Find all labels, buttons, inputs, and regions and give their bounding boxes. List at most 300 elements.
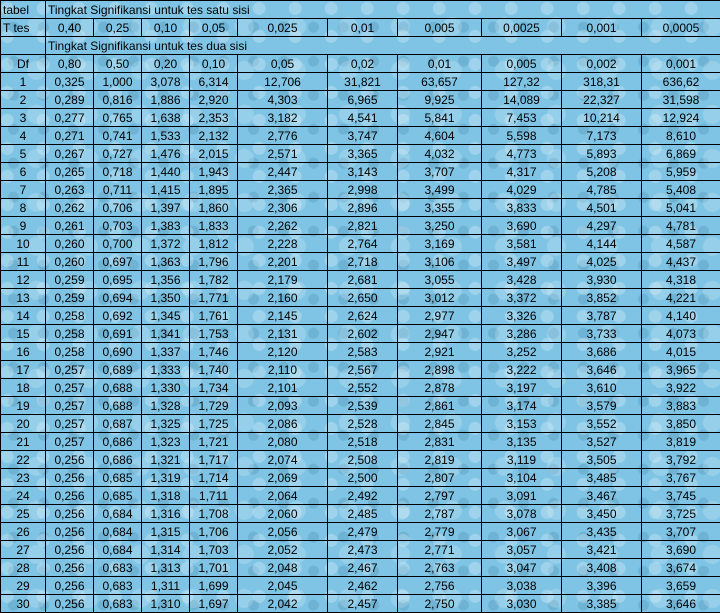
value-cell: 2,120 — [238, 343, 328, 361]
value-cell: 3,396 — [562, 577, 642, 595]
value-cell: 2,492 — [328, 487, 398, 505]
one-tail-level-cell: 0,001 — [562, 19, 642, 37]
value-cell: 2,110 — [238, 361, 328, 379]
table-row — [1, 217, 720, 235]
value-cell: 4,140 — [642, 307, 720, 325]
value-cell: 1,796 — [190, 253, 238, 271]
value-cell: 1,701 — [190, 559, 238, 577]
value-cell: 3,552 — [562, 415, 642, 433]
two-tail-level-cell: 0,05 — [238, 55, 328, 73]
value-cell: 0,683 — [94, 559, 142, 577]
value-cell: 2,681 — [328, 271, 398, 289]
value-cell: 1,333 — [142, 361, 190, 379]
value-cell: 1,533 — [142, 127, 190, 145]
value-cell: 4,032 — [398, 145, 482, 163]
value-cell: 3,286 — [482, 325, 562, 343]
value-cell: 3,497 — [482, 253, 562, 271]
df-cell: 12 — [1, 271, 46, 289]
two-tail-level-cell: 0,01 — [398, 55, 482, 73]
value-cell: 3,091 — [482, 487, 562, 505]
table-row — [1, 379, 720, 397]
value-cell: 0,683 — [94, 577, 142, 595]
value-cell: 318,31 — [562, 73, 642, 91]
value-cell: 2,787 — [398, 505, 482, 523]
value-cell: 4,318 — [642, 271, 720, 289]
value-cell: 3,579 — [562, 397, 642, 415]
value-cell: 0,267 — [46, 145, 94, 163]
value-cell: 3,505 — [562, 451, 642, 469]
table-row — [1, 433, 720, 451]
value-cell: 2,074 — [238, 451, 328, 469]
value-cell: 1,703 — [190, 541, 238, 559]
value-cell: 1,440 — [142, 163, 190, 181]
value-cell: 0,257 — [46, 361, 94, 379]
value-cell: 3,408 — [562, 559, 642, 577]
value-cell: 0,259 — [46, 289, 94, 307]
value-cell: 0,687 — [94, 415, 142, 433]
value-cell: 1,341 — [142, 325, 190, 343]
value-cell: 1,328 — [142, 397, 190, 415]
df-cell: 25 — [1, 505, 46, 523]
value-cell: 2,650 — [328, 289, 398, 307]
value-cell: 0,261 — [46, 217, 94, 235]
value-cell: 2,508 — [328, 451, 398, 469]
value-cell: 2,064 — [238, 487, 328, 505]
one-tail-level-cell: 0,025 — [238, 19, 328, 37]
df-cell: 29 — [1, 577, 46, 595]
value-cell: 2,045 — [238, 577, 328, 595]
value-cell: 0,691 — [94, 325, 142, 343]
value-cell: 2,898 — [398, 361, 482, 379]
value-cell: 2,779 — [398, 523, 482, 541]
empty-corner-cell — [1, 37, 46, 55]
value-cell: 2,771 — [398, 541, 482, 559]
two-tail-level-cell: 0,80 — [46, 55, 94, 73]
value-cell: 2,998 — [328, 181, 398, 199]
value-cell: 2,518 — [328, 433, 398, 451]
value-cell: 2,056 — [238, 523, 328, 541]
value-cell: 3,819 — [642, 433, 720, 451]
two-tail-level-cell: 0,001 — [642, 55, 720, 73]
value-cell: 0,256 — [46, 577, 94, 595]
value-cell: 3,707 — [642, 523, 720, 541]
value-cell: 2,528 — [328, 415, 398, 433]
value-cell: 2,845 — [398, 415, 482, 433]
value-cell: 5,208 — [562, 163, 642, 181]
value-cell: 1,753 — [190, 325, 238, 343]
df-cell: 9 — [1, 217, 46, 235]
value-cell: 3,365 — [328, 145, 398, 163]
table-row — [1, 181, 720, 199]
value-cell: 63,657 — [398, 73, 482, 91]
value-cell: 8,610 — [642, 127, 720, 145]
value-cell: 4,437 — [642, 253, 720, 271]
value-cell: 7,173 — [562, 127, 642, 145]
value-cell: 31,598 — [642, 91, 720, 109]
df-cell: 21 — [1, 433, 46, 451]
value-cell: 0,256 — [46, 487, 94, 505]
one-tail-level-cell: 0,005 — [398, 19, 482, 37]
value-cell: 2,763 — [398, 559, 482, 577]
value-cell: 3,965 — [642, 361, 720, 379]
value-cell: 2,878 — [398, 379, 482, 397]
value-cell: 0,695 — [94, 271, 142, 289]
value-cell: 1,323 — [142, 433, 190, 451]
value-cell: 2,500 — [328, 469, 398, 487]
value-cell: 12,924 — [642, 109, 720, 127]
value-cell: 2,093 — [238, 397, 328, 415]
one-tail-levels-row — [1, 19, 720, 37]
table-row — [1, 541, 720, 559]
value-cell: 1,319 — [142, 469, 190, 487]
df-cell: 1 — [1, 73, 46, 91]
value-cell: 1,313 — [142, 559, 190, 577]
value-cell: 2,861 — [398, 397, 482, 415]
value-cell: 1,350 — [142, 289, 190, 307]
corner-label-bottom: T tes — [1, 19, 46, 37]
df-cell: 24 — [1, 487, 46, 505]
value-cell: 0,741 — [94, 127, 142, 145]
value-cell: 0,257 — [46, 415, 94, 433]
value-cell: 0,256 — [46, 559, 94, 577]
value-cell: 0,256 — [46, 505, 94, 523]
table-row — [1, 577, 720, 595]
value-cell: 4,587 — [642, 235, 720, 253]
df-cell: 17 — [1, 361, 46, 379]
table-row — [1, 361, 720, 379]
value-cell: 2,764 — [328, 235, 398, 253]
value-cell: 3,467 — [562, 487, 642, 505]
value-cell: 3,428 — [482, 271, 562, 289]
value-cell: 0,684 — [94, 523, 142, 541]
value-cell: 0,325 — [46, 73, 94, 91]
df-cell: 26 — [1, 523, 46, 541]
value-cell: 5,041 — [642, 199, 720, 217]
table-row — [1, 397, 720, 415]
value-cell: 2,821 — [328, 217, 398, 235]
value-cell: 0,684 — [94, 541, 142, 559]
value-cell: 2,131 — [238, 325, 328, 343]
df-cell: 16 — [1, 343, 46, 361]
value-cell: 4,073 — [642, 325, 720, 343]
value-cell: 0,688 — [94, 379, 142, 397]
value-cell: 1,383 — [142, 217, 190, 235]
value-cell: 0,258 — [46, 343, 94, 361]
value-cell: 2,624 — [328, 307, 398, 325]
value-cell: 3,030 — [482, 595, 562, 613]
value-cell: 3,106 — [398, 253, 482, 271]
value-cell: 2,052 — [238, 541, 328, 559]
value-cell: 0,688 — [94, 397, 142, 415]
table-row — [1, 163, 720, 181]
value-cell: 12,706 — [238, 73, 328, 91]
value-cell: 2,947 — [398, 325, 482, 343]
value-cell: 2,797 — [398, 487, 482, 505]
value-cell: 3,767 — [642, 469, 720, 487]
value-cell: 2,365 — [238, 181, 328, 199]
value-cell: 2,201 — [238, 253, 328, 271]
value-cell: 1,711 — [190, 487, 238, 505]
table-row — [1, 595, 720, 613]
value-cell: 1,000 — [94, 73, 142, 91]
value-cell: 22,327 — [562, 91, 642, 109]
value-cell: 3,659 — [642, 577, 720, 595]
table-row — [1, 559, 720, 577]
value-cell: 3,686 — [562, 343, 642, 361]
value-cell: 3,930 — [562, 271, 642, 289]
table-row — [1, 271, 720, 289]
one-tail-level-cell: 0,0005 — [642, 19, 720, 37]
value-cell: 0,256 — [46, 595, 94, 613]
value-cell: 0,256 — [46, 541, 94, 559]
table-row — [1, 127, 720, 145]
value-cell: 3,119 — [482, 451, 562, 469]
value-cell: 4,221 — [642, 289, 720, 307]
value-cell: 2,571 — [238, 145, 328, 163]
value-cell: 2,776 — [238, 127, 328, 145]
value-cell: 3,674 — [642, 559, 720, 577]
table-row — [1, 199, 720, 217]
value-cell: 2,132 — [190, 127, 238, 145]
value-cell: 2,145 — [238, 307, 328, 325]
value-cell: 3,922 — [642, 379, 720, 397]
df-cell: 14 — [1, 307, 46, 325]
value-cell: 3,707 — [398, 163, 482, 181]
value-cell: 2,447 — [238, 163, 328, 181]
one-tail-title-row — [1, 1, 720, 19]
table-row — [1, 109, 720, 127]
value-cell: 2,807 — [398, 469, 482, 487]
value-cell: 4,025 — [562, 253, 642, 271]
two-tail-level-cell: 0,50 — [94, 55, 142, 73]
value-cell: 3,527 — [562, 433, 642, 451]
value-cell: 3,792 — [642, 451, 720, 469]
value-cell: 0,258 — [46, 307, 94, 325]
value-cell: 1,812 — [190, 235, 238, 253]
table-row — [1, 487, 720, 505]
value-cell: 3,055 — [398, 271, 482, 289]
two-tail-level-cell: 0,02 — [328, 55, 398, 73]
value-cell: 3,385 — [562, 595, 642, 613]
value-cell: 14,089 — [482, 91, 562, 109]
value-cell: 0,265 — [46, 163, 94, 181]
value-cell: 3,833 — [482, 199, 562, 217]
value-cell: 3,372 — [482, 289, 562, 307]
two-tail-level-cell: 0,002 — [562, 55, 642, 73]
value-cell: 0,271 — [46, 127, 94, 145]
value-cell: 2,896 — [328, 199, 398, 217]
value-cell: 1,740 — [190, 361, 238, 379]
value-cell: 1,638 — [142, 109, 190, 127]
value-cell: 1,310 — [142, 595, 190, 613]
value-cell: 1,699 — [190, 577, 238, 595]
two-tail-level-cell: 0,20 — [142, 55, 190, 73]
value-cell: 3,104 — [482, 469, 562, 487]
df-cell: 20 — [1, 415, 46, 433]
value-cell: 5,959 — [642, 163, 720, 181]
value-cell: 0,256 — [46, 451, 94, 469]
value-cell: 1,860 — [190, 199, 238, 217]
value-cell: 4,785 — [562, 181, 642, 199]
value-cell: 4,297 — [562, 217, 642, 235]
value-cell: 2,015 — [190, 145, 238, 163]
value-cell: 4,501 — [562, 199, 642, 217]
table-row — [1, 289, 720, 307]
value-cell: 0,711 — [94, 181, 142, 199]
value-cell: 4,303 — [238, 91, 328, 109]
df-cell: 15 — [1, 325, 46, 343]
value-cell: 2,462 — [328, 577, 398, 595]
one-tail-level-cell: 0,05 — [190, 19, 238, 37]
value-cell: 0,260 — [46, 235, 94, 253]
value-cell: 2,718 — [328, 253, 398, 271]
value-cell: 3,078 — [482, 505, 562, 523]
two-tail-level-cell: 0,10 — [190, 55, 238, 73]
value-cell: 2,567 — [328, 361, 398, 379]
value-cell: 4,781 — [642, 217, 720, 235]
value-cell: 9,925 — [398, 91, 482, 109]
value-cell: 6,869 — [642, 145, 720, 163]
table-row — [1, 307, 720, 325]
value-cell: 2,262 — [238, 217, 328, 235]
value-cell: 3,067 — [482, 523, 562, 541]
value-cell: 3,038 — [482, 577, 562, 595]
value-cell: 0,816 — [94, 91, 142, 109]
two-tail-levels-row — [1, 55, 720, 73]
two-tail-level-cell: 0,005 — [482, 55, 562, 73]
value-cell: 2,467 — [328, 559, 398, 577]
value-cell: 0,703 — [94, 217, 142, 235]
value-cell: 2,069 — [238, 469, 328, 487]
table-row — [1, 325, 720, 343]
value-cell: 1,415 — [142, 181, 190, 199]
value-cell: 1,708 — [190, 505, 238, 523]
value-cell: 1,886 — [142, 91, 190, 109]
value-cell: 1,761 — [190, 307, 238, 325]
value-cell: 0,683 — [94, 595, 142, 613]
table-row — [1, 91, 720, 109]
value-cell: 5,841 — [398, 109, 482, 127]
value-cell: 0,689 — [94, 361, 142, 379]
df-cell: 7 — [1, 181, 46, 199]
table-row — [1, 235, 720, 253]
value-cell: 0,718 — [94, 163, 142, 181]
value-cell: 3,581 — [482, 235, 562, 253]
value-cell: 2,080 — [238, 433, 328, 451]
value-cell: 1,697 — [190, 595, 238, 613]
value-cell: 1,363 — [142, 253, 190, 271]
value-cell: 3,222 — [482, 361, 562, 379]
value-cell: 1,372 — [142, 235, 190, 253]
value-cell: 1,734 — [190, 379, 238, 397]
value-cell: 3,733 — [562, 325, 642, 343]
df-cell: 22 — [1, 451, 46, 469]
value-cell: 3,747 — [328, 127, 398, 145]
value-cell: 3,326 — [482, 307, 562, 325]
value-cell: 636,62 — [642, 73, 720, 91]
value-cell: 2,353 — [190, 109, 238, 127]
value-cell: 0,685 — [94, 469, 142, 487]
value-cell: 2,552 — [328, 379, 398, 397]
value-cell: 1,314 — [142, 541, 190, 559]
value-cell: 3,012 — [398, 289, 482, 307]
one-tail-level-cell: 0,01 — [328, 19, 398, 37]
value-cell: 3,078 — [142, 73, 190, 91]
value-cell: 2,086 — [238, 415, 328, 433]
table-row — [1, 145, 720, 163]
value-cell: 3,725 — [642, 505, 720, 523]
table-row — [1, 523, 720, 541]
value-cell: 3,852 — [562, 289, 642, 307]
value-cell: 2,485 — [328, 505, 398, 523]
value-cell: 1,714 — [190, 469, 238, 487]
value-cell: 1,729 — [190, 397, 238, 415]
value-cell: 3,421 — [562, 541, 642, 559]
value-cell: 0,685 — [94, 487, 142, 505]
value-cell: 2,048 — [238, 559, 328, 577]
value-cell: 0,260 — [46, 253, 94, 271]
table-row — [1, 505, 720, 523]
value-cell: 31,821 — [328, 73, 398, 91]
value-cell: 3,787 — [562, 307, 642, 325]
value-cell: 2,977 — [398, 307, 482, 325]
value-cell: 3,135 — [482, 433, 562, 451]
value-cell: 2,160 — [238, 289, 328, 307]
df-cell: 8 — [1, 199, 46, 217]
value-cell: 1,325 — [142, 415, 190, 433]
table-row — [1, 73, 720, 91]
one-tail-level-cell: 0,25 — [94, 19, 142, 37]
table-row — [1, 469, 720, 487]
value-cell: 0,257 — [46, 397, 94, 415]
df-cell: 28 — [1, 559, 46, 577]
value-cell: 0,263 — [46, 181, 94, 199]
table-row — [1, 415, 720, 433]
value-cell: 0,697 — [94, 253, 142, 271]
value-cell: 3,197 — [482, 379, 562, 397]
value-cell: 0,692 — [94, 307, 142, 325]
value-cell: 3,153 — [482, 415, 562, 433]
one-tail-title: Tingkat Signifikansi untuk tes satu sisi — [46, 1, 720, 19]
value-cell: 5,408 — [642, 181, 720, 199]
df-cell: 23 — [1, 469, 46, 487]
value-cell: 1,318 — [142, 487, 190, 505]
corner-label-top: tabel — [1, 1, 46, 19]
value-cell: 3,499 — [398, 181, 482, 199]
two-tail-title: Tingkat Signifikansi untuk tes dua sisi — [46, 37, 720, 55]
value-cell: 0,289 — [46, 91, 94, 109]
value-cell: 3,250 — [398, 217, 482, 235]
value-cell: 0,765 — [94, 109, 142, 127]
value-cell: 0,259 — [46, 271, 94, 289]
value-cell: 6,314 — [190, 73, 238, 91]
value-cell: 1,316 — [142, 505, 190, 523]
value-cell: 3,745 — [642, 487, 720, 505]
value-cell: 3,646 — [642, 595, 720, 613]
value-cell: 1,476 — [142, 145, 190, 163]
value-cell: 3,057 — [482, 541, 562, 559]
value-cell: 3,143 — [328, 163, 398, 181]
value-cell: 1,746 — [190, 343, 238, 361]
value-cell: 2,750 — [398, 595, 482, 613]
value-cell: 1,895 — [190, 181, 238, 199]
value-cell: 1,356 — [142, 271, 190, 289]
value-cell: 1,311 — [142, 577, 190, 595]
value-cell: 3,450 — [562, 505, 642, 523]
value-cell: 2,920 — [190, 91, 238, 109]
value-cell: 2,539 — [328, 397, 398, 415]
value-cell: 1,330 — [142, 379, 190, 397]
